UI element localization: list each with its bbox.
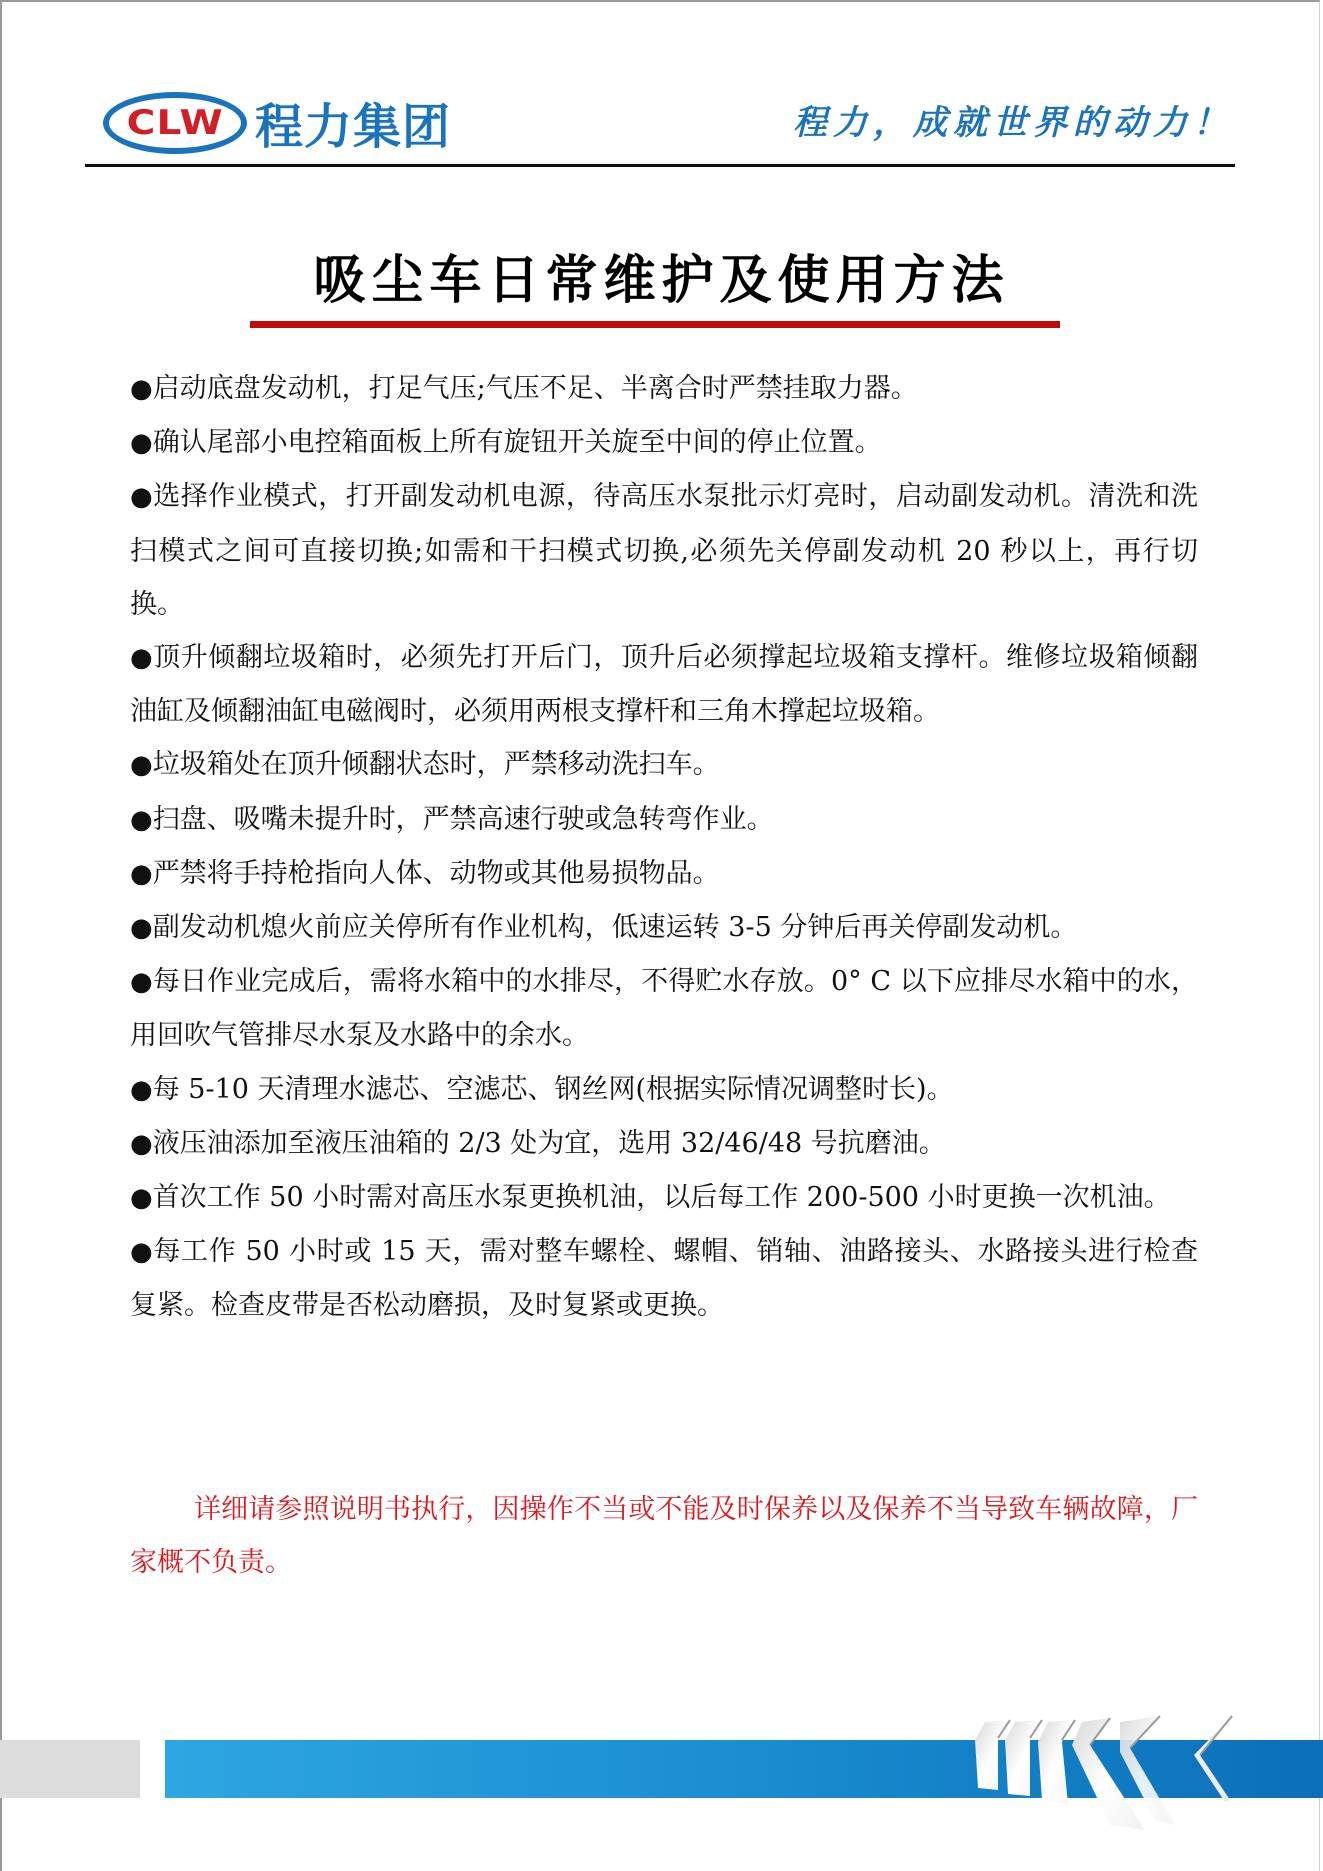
list-item-text: 确认尾部小电控箱面板上所有旋钮开关旋至中间的停止位置。 (152, 427, 882, 459)
document-title: 吸尘车日常维护及使用方法 (313, 251, 1010, 311)
list-item (130, 901, 1198, 955)
bullet-icon: ● (130, 1074, 153, 1105)
company-logo (103, 88, 451, 157)
list-item (130, 470, 1198, 631)
bullet-icon: ● (130, 1128, 153, 1159)
title-underline (250, 321, 1060, 328)
list-item (130, 1117, 1198, 1171)
footer-gray-block (0, 1740, 140, 1798)
list-item (130, 1225, 1198, 1332)
bullet-icon: ● (130, 804, 153, 835)
bullet-icon: ● (130, 967, 153, 998)
header-divider (85, 164, 1235, 167)
list-item (130, 631, 1198, 738)
list-item-text: 每日作业完成后，需将水箱中的水排尽，不得贮水存放。0° C 以下应排尽水箱中的水，用回吹气管排尽水泵及水路中的余水。 (130, 966, 1198, 1052)
bullet-icon: ● (130, 1183, 153, 1214)
logo-company-name: 程力集团 (255, 99, 452, 155)
list-item-text: 扫盘、吸嘴未提升时，严禁高速行驶或急转弯作业。 (152, 803, 774, 835)
list-item-text: 选择作业模式，打开副发动机电源，待高压水泵批示灯亮时，启动副发动机。清洗和洗扫模式之间可直接切换;如需和干扫模式切换,必须先关停副发动机 20 秒以上，再行切换。 (130, 481, 1199, 620)
list-item (130, 955, 1198, 1062)
page-header (0, 0, 1323, 170)
list-item-text: 启动底盘发动机，打足气压;气压不足、半离合时严禁挂取力器。 (152, 373, 918, 404)
list-item-text: 副发动机熄火前应关停所有作业机构，低速运转 3-5 分钟后再关停副发动机。 (152, 912, 1078, 944)
bullet-icon: ● (130, 428, 153, 459)
bullet-icon: ● (130, 374, 153, 404)
maintenance-list (130, 362, 1198, 1333)
logo-oval-mark (103, 92, 247, 154)
bullet-icon: ● (130, 482, 154, 513)
list-item-text: 每 5-10 天清理水滤芯、空滤芯、钢丝网(根据实际情况调整时长)。 (152, 1073, 954, 1105)
list-item (130, 416, 1198, 470)
list-item-text: 顶升倾翻垃圾箱时，必须先打开后门，顶升后必须撑起垃圾箱支撑杆。维修垃圾箱倾翻油缸及倾翻油缸电磁阀时，必须用两根支撑杆和三角木撑起垃圾箱。 (130, 642, 1199, 728)
bullet-icon: ● (130, 1237, 154, 1268)
chevron-ribbon-decoration-icon (950, 1700, 1323, 1840)
disclaimer-notice: 详细请参照说明书执行，因操作不当或不能及时保养以及保养不当导致车辆故障，厂家概不负责。 (130, 1494, 1198, 1578)
list-item-text: 首次工作 50 小时需对高压水泵更换机油，以后每工作 200-500 小时更换一次机油。 (152, 1182, 1171, 1214)
bullet-icon: ● (130, 750, 153, 781)
company-slogan: 程力，成就世界的动力！ (793, 103, 1233, 143)
list-item-text: 液压油添加至液压油箱的 2/3 处为宜，选用 32/46/48 号抗磨油。 (152, 1127, 946, 1159)
logo-mark-text: CLW (126, 102, 224, 143)
bullet-icon: ● (130, 913, 153, 944)
list-item-text: 垃圾箱处在顶升倾翻状态时，严禁移动洗扫车。 (152, 749, 720, 781)
list-item (130, 738, 1198, 792)
list-item-text: 每工作 50 小时或 15 天，需对整车螺栓、螺帽、销轴、油路接头、水路接头进行检查复紧。检查皮带是否松动磨损，及时复紧或更换。 (130, 1236, 1198, 1322)
list-item (130, 1063, 1198, 1117)
list-item (130, 362, 1198, 416)
list-item (130, 847, 1198, 901)
bullet-icon: ● (130, 643, 154, 674)
list-item (130, 1171, 1198, 1225)
list-item-text: 严禁将手持枪指向人体、动物或其他易损物品。 (152, 857, 720, 889)
list-item (130, 793, 1198, 847)
bullet-icon: ● (130, 858, 153, 889)
